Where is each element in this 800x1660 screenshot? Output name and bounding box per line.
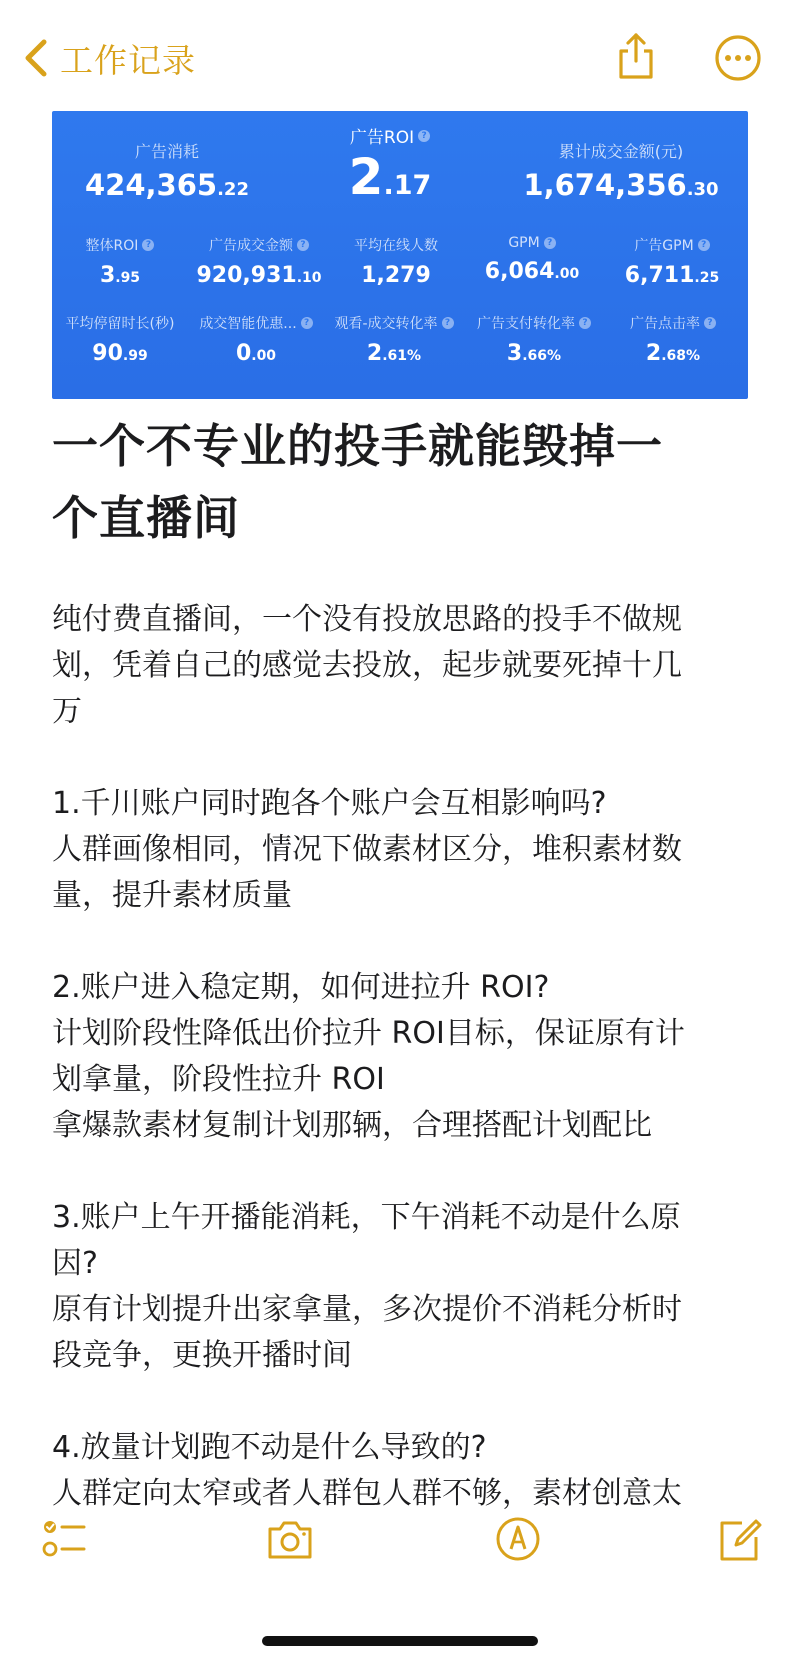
paragraph-q4 (52, 1425, 752, 1517)
paragraph-intro (52, 597, 752, 735)
paragraph-q1 (52, 781, 752, 919)
text-line: 3.账户上午开播能消耗，下午消耗不动是什么原 (52, 1200, 681, 1235)
stat-value-dec: .00 (251, 348, 277, 364)
text-line: 4.放量计划跑不动是什么导致的? (52, 1430, 487, 1465)
stat-value-dec: .99 (122, 348, 148, 364)
stat-label: 平均停留时长(秒) (65, 316, 175, 332)
stat-value-int: 2 (645, 341, 662, 366)
text-line: 划，凭着自己的感觉去投放，起步就要死掉十几 (52, 648, 682, 683)
stat-value-int: 1,279 (361, 263, 431, 288)
toolbar-background (0, 1590, 800, 1660)
text-line: 纯付费直播间，一个没有投放思路的投手不做规 (52, 602, 682, 637)
stat-value-int: 6,711 (624, 263, 695, 288)
text-line: 计划阶段性降低出价拉升 ROI目标，保证原有计 (52, 1016, 685, 1051)
back-label: 工作记录 (60, 40, 196, 80)
help-icon[interactable]: ? (544, 237, 556, 249)
stat-total-gmv (516, 139, 726, 202)
stat-value-dec: .00 (554, 266, 580, 282)
stat-value-int: 1,674,356 (523, 168, 687, 202)
stat-label: 广告点击率 (630, 316, 700, 332)
text-line: 段竞争，更换开播时间 (52, 1338, 352, 1373)
note-title[interactable] (52, 410, 752, 554)
stat-value-int: 2 (348, 148, 384, 206)
chevron-left-icon (22, 38, 50, 78)
help-icon[interactable]: ? (698, 239, 710, 251)
stat-label: 广告ROI (349, 128, 415, 148)
stat-value-dec: .22 (217, 179, 249, 200)
stat-value-int: 3 (99, 263, 116, 288)
stat-value-dec: .61% (382, 348, 422, 364)
stat-ad-roi (310, 123, 470, 206)
text-line: 人群定向太窄或者人群包人群不够，素材创意太 (52, 1476, 682, 1511)
paragraph-q3 (52, 1195, 752, 1379)
navigation-bar (0, 0, 800, 110)
stat-label: 广告支付转化率 (477, 316, 575, 332)
stat-smart-discount (186, 313, 326, 366)
stat-value-int: 3 (506, 341, 523, 366)
ad-stats-panel (52, 111, 748, 399)
bottom-toolbar (0, 1515, 800, 1595)
stat-gpm (464, 235, 600, 284)
stat-overall-roi (60, 235, 180, 288)
stat-value-dec: .30 (686, 179, 719, 200)
stat-label: 平均在线人数 (354, 238, 438, 254)
stat-label: 广告消耗 (134, 142, 199, 161)
help-icon[interactable]: ? (301, 317, 313, 329)
stat-value-dec: .17 (383, 170, 432, 201)
help-icon[interactable]: ? (418, 130, 430, 142)
help-icon[interactable]: ? (297, 239, 309, 251)
text-line: 万 (52, 694, 82, 729)
stat-label: 广告成交金额 (209, 238, 293, 254)
stat-label: GPM (508, 235, 540, 251)
help-icon[interactable]: ? (704, 317, 716, 329)
stat-ad-ctr (608, 313, 738, 366)
stat-label: 累计成交金额(元) (558, 142, 684, 161)
help-icon[interactable]: ? (142, 239, 154, 251)
text-line: 原有计划提升出家拿量，多次提价不消耗分析时 (52, 1292, 682, 1327)
share-icon[interactable] (612, 30, 660, 82)
markup-pen-icon[interactable] (494, 1515, 542, 1563)
stat-value-int: 90 (92, 341, 123, 366)
home-indicator[interactable] (262, 1636, 538, 1646)
text-line: 划拿量，阶段性拉升 ROI (52, 1062, 385, 1097)
stat-ad-spend (82, 139, 252, 202)
text-line: 2.账户进入稳定期，如何进拉升 ROI? (52, 970, 550, 1005)
stat-value-int: 424,365 (85, 168, 218, 202)
stat-ad-gmv (184, 235, 334, 288)
stat-ad-pay-conversion (464, 313, 604, 366)
stat-view-conversion (324, 313, 464, 366)
stat-value-int: 0 (235, 341, 252, 366)
stat-label: 整体ROI (85, 238, 139, 254)
text-line: 人群画像相同，情况下做素材区分，堆积素材数 (52, 832, 682, 867)
stat-label: 广告GPM (634, 238, 694, 254)
stat-value-dec: .95 (115, 270, 141, 286)
checklist-icon[interactable] (40, 1515, 88, 1563)
text-line: 量，提升素材质量 (52, 878, 292, 913)
stat-ad-gpm (604, 235, 740, 288)
stat-value-int: 920,931 (196, 263, 297, 288)
stat-value-int: 2 (366, 341, 383, 366)
text-line: 因? (52, 1246, 98, 1281)
stat-value-dec: .25 (694, 270, 720, 286)
note-body[interactable] (52, 597, 752, 1563)
stat-value-dec: .10 (296, 270, 322, 286)
camera-icon[interactable] (266, 1515, 314, 1563)
title-line: 个直播间 (52, 491, 240, 545)
stat-value-int: 6,064 (484, 259, 555, 284)
text-line: 拿爆款素材复制计划那辆，合理搭配计划配比 (52, 1108, 652, 1143)
stat-label: 成交智能优惠... (199, 316, 297, 332)
stat-avg-online (336, 235, 456, 288)
stat-value-dec: .66% (522, 348, 562, 364)
title-line: 一个不专业的投手就能毁掉一 (52, 419, 663, 473)
ellipsis-circle-icon[interactable] (714, 34, 762, 82)
text-line: 1.千川账户同时跑各个账户会互相影响吗? (52, 786, 607, 821)
help-icon[interactable]: ? (579, 317, 591, 329)
back-button[interactable] (22, 36, 196, 80)
compose-icon[interactable] (716, 1515, 764, 1563)
paragraph-q2 (52, 965, 752, 1149)
stat-value-dec: .68% (661, 348, 701, 364)
help-icon[interactable]: ? (442, 317, 454, 329)
stat-avg-stay (56, 313, 184, 366)
stat-label: 观看-成交转化率 (334, 316, 438, 332)
